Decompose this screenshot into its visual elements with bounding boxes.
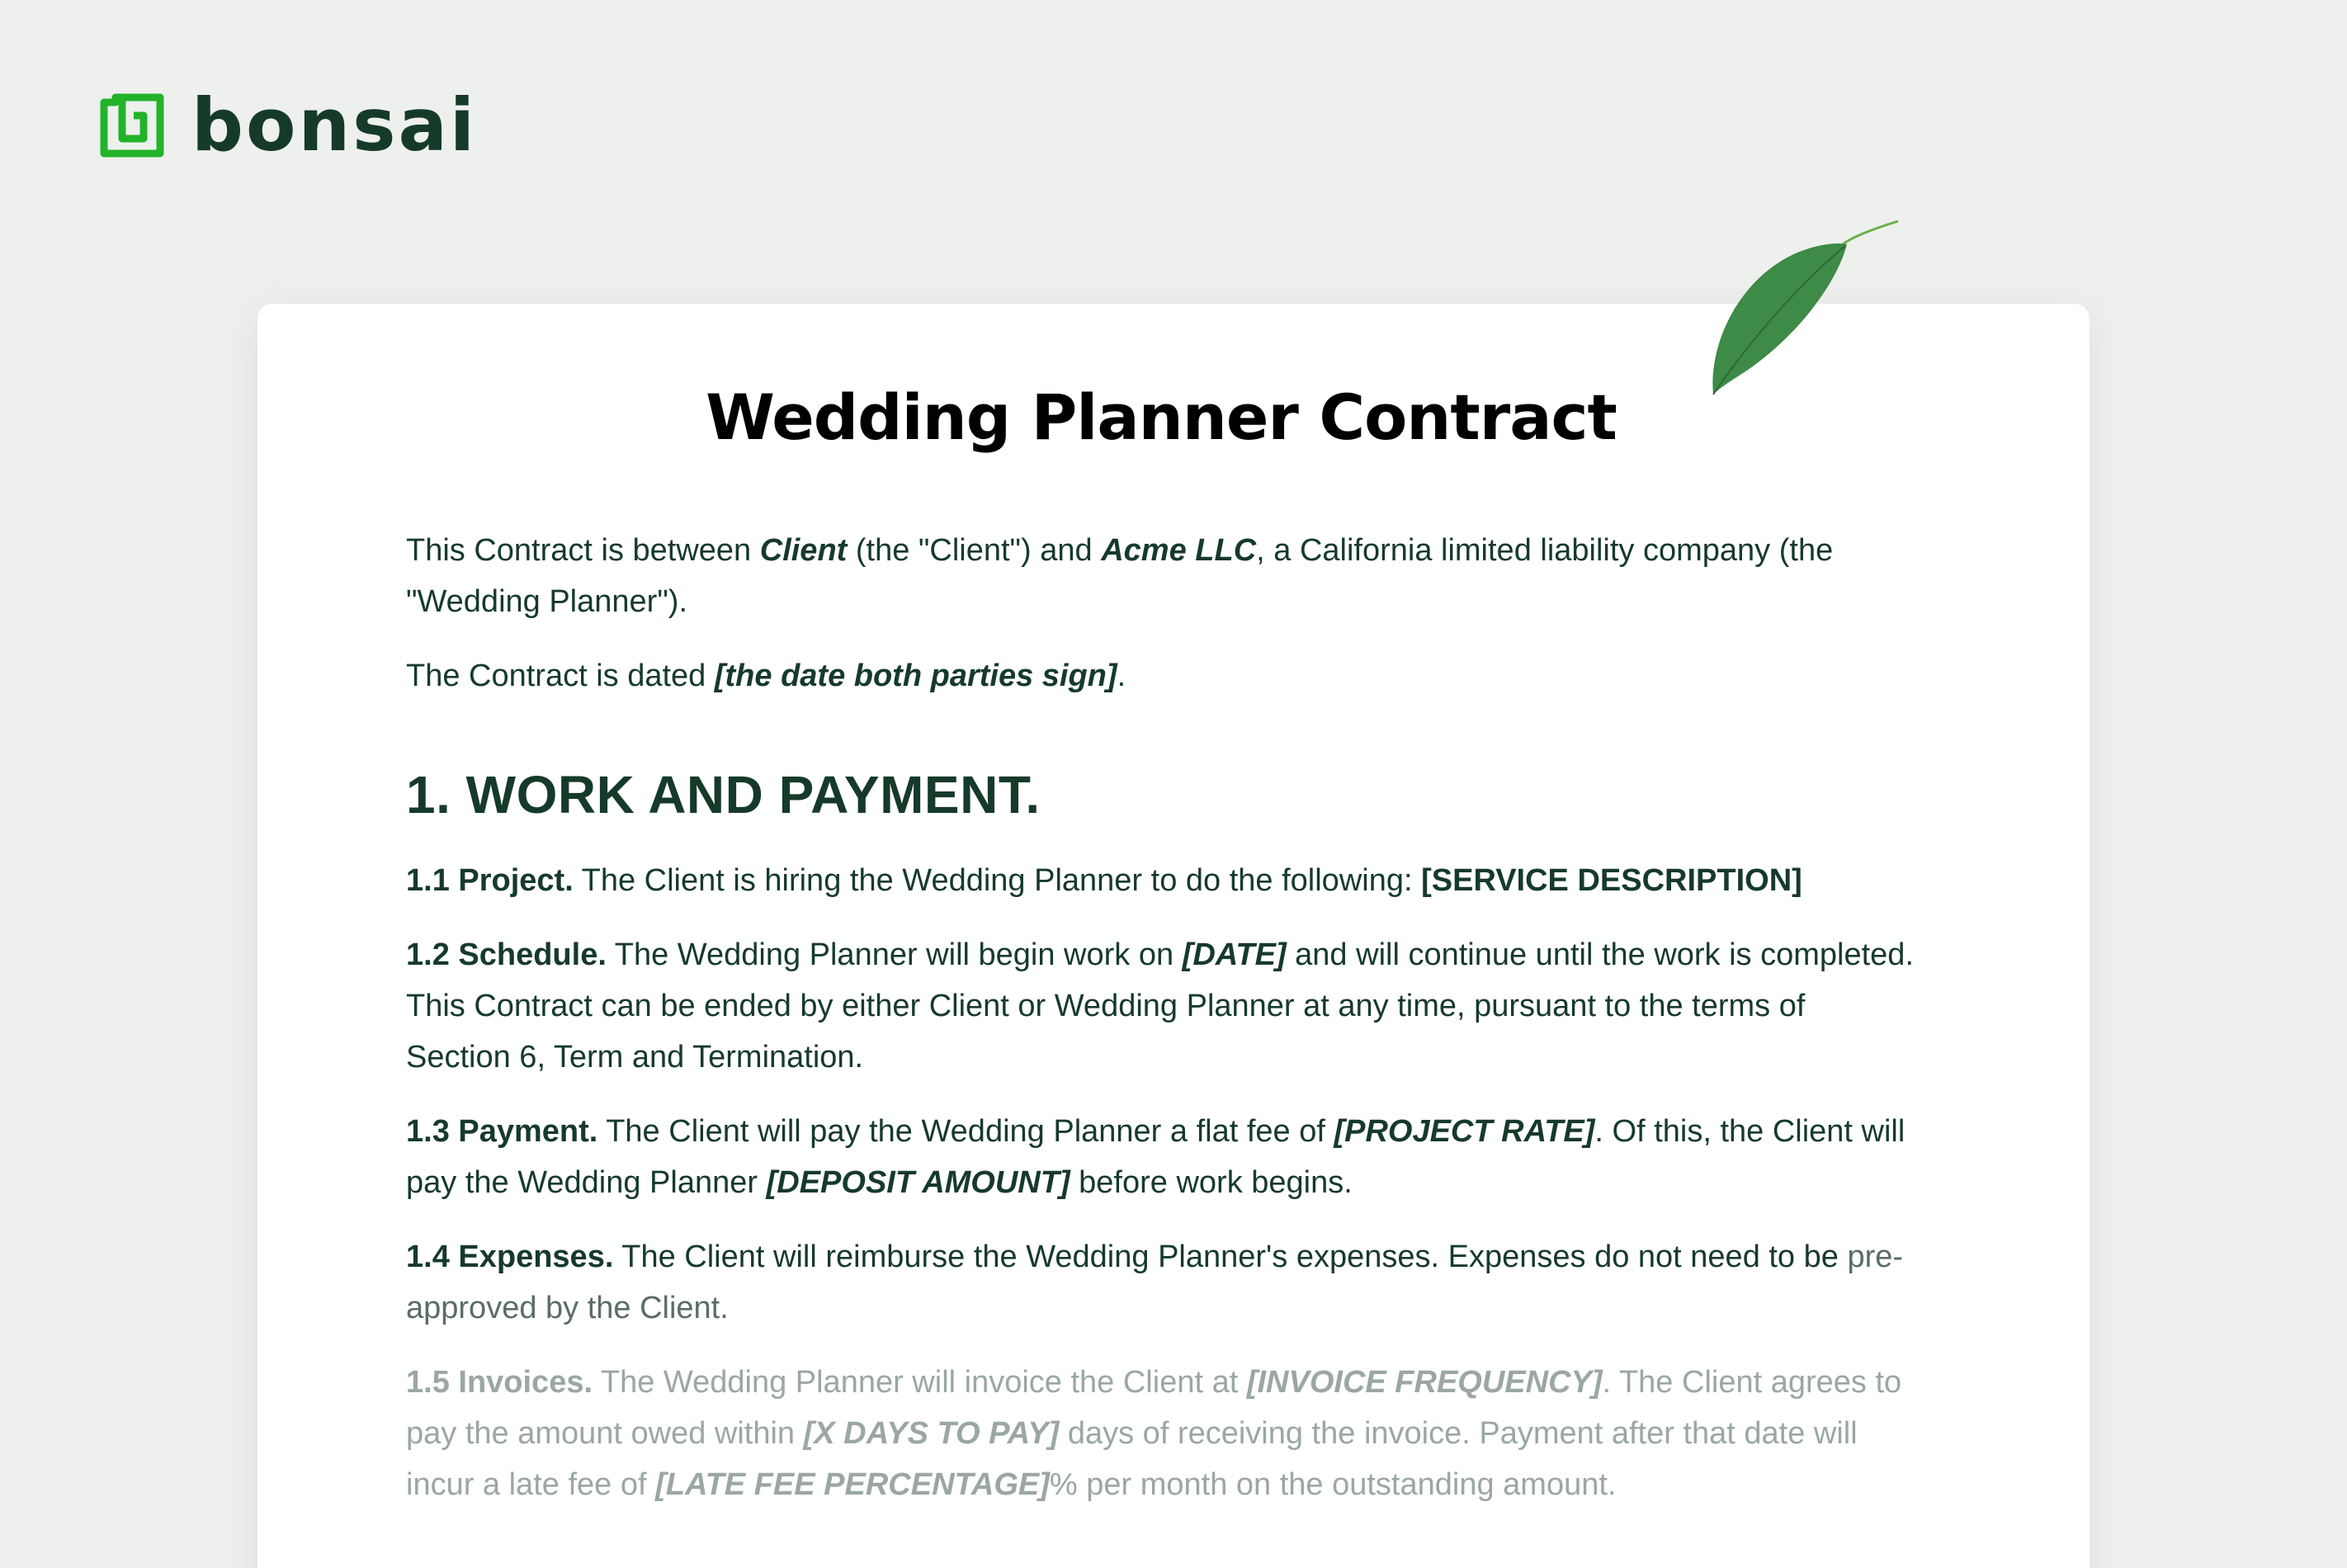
rate-placeholder: [PROJECT RATE]	[1334, 1113, 1595, 1149]
clause-1-2	[406, 929, 1916, 1083]
deposit-placeholder: [DEPOSIT AMOUNT]	[766, 1164, 1070, 1200]
clause-label: 1.3 Payment.	[406, 1113, 598, 1149]
text: days of receiving the invoice. Payment after that date will incur a late fee of	[406, 1415, 1858, 1502]
bonsai-logo-icon	[97, 91, 167, 160]
contract-document	[257, 304, 2090, 1568]
clause-label: 1.2 Schedule.	[406, 937, 607, 972]
clause-1-1	[406, 855, 1916, 906]
text: pre-approved by the Client.	[406, 1239, 1904, 1325]
clause-1-3	[406, 1106, 1916, 1208]
date-placeholder: [the date both parties sign]	[714, 658, 1117, 693]
text: The Client is hiring the Wedding Planner to do the following:	[573, 862, 1422, 898]
document-body	[406, 380, 1916, 1533]
text: This Contract is between	[406, 532, 760, 568]
days-placeholder: [X DAYS TO PAY]	[803, 1415, 1060, 1451]
text: .	[1117, 658, 1126, 693]
text: . The Client agrees to pay the amount owed within	[406, 1364, 1902, 1451]
text: % per month on the outstanding amount.	[1049, 1466, 1617, 1502]
client-name: Client	[759, 532, 848, 568]
text: (the "Client") and	[847, 532, 1102, 568]
clause-1-4	[406, 1231, 1916, 1334]
document-title: Wedding Planner Contract	[706, 380, 1617, 454]
leaf-icon	[1707, 220, 1905, 399]
text: The Wedding Planner will invoice the Client at	[593, 1364, 1247, 1400]
text: The Client will reimburse the Wedding Planner's expenses. Expenses do not need to be	[613, 1239, 1848, 1274]
section-heading: 1. WORK AND PAYMENT.	[406, 764, 1041, 824]
text: . Of this, the Client will pay the Wedding Planner	[406, 1113, 1905, 1200]
text: The Contract is dated	[406, 658, 715, 693]
frequency-placeholder: [INVOICE FREQUENCY]	[1246, 1364, 1603, 1400]
bonsai-logo[interactable]	[97, 83, 478, 168]
text: and will continue until the work is completed. This Contract can be ended by either Client or Wedding Planner at any time, pursuant to the terms of Section 6, Term and Termination.	[406, 937, 1914, 1074]
clause-label: 1.4 Expenses.	[406, 1239, 614, 1274]
clause-label: 1.5 Invoices.	[406, 1364, 593, 1400]
intro-paragraph	[406, 525, 1916, 627]
brand-name: bonsai	[191, 83, 478, 168]
clause-label: 1.1 Project.	[406, 862, 574, 898]
text: before work begins.	[1070, 1164, 1353, 1200]
service-placeholder: [SERVICE DESCRIPTION]	[1421, 862, 1802, 898]
late-fee-placeholder: [LATE FEE PERCENTAGE]	[655, 1466, 1050, 1502]
text: The Client will pay the Wedding Planner a flat fee of	[597, 1113, 1334, 1149]
company-name: Acme LLC	[1101, 532, 1257, 568]
clause-1-5	[406, 1357, 1916, 1510]
text: The Wedding Planner will begin work on	[606, 937, 1183, 972]
bottom-fade	[257, 1509, 2090, 1568]
date-placeholder: [DATE]	[1182, 937, 1287, 972]
text: , a California limited liability company (the "Wedding Planner").	[406, 532, 1834, 619]
date-paragraph	[406, 650, 1916, 701]
